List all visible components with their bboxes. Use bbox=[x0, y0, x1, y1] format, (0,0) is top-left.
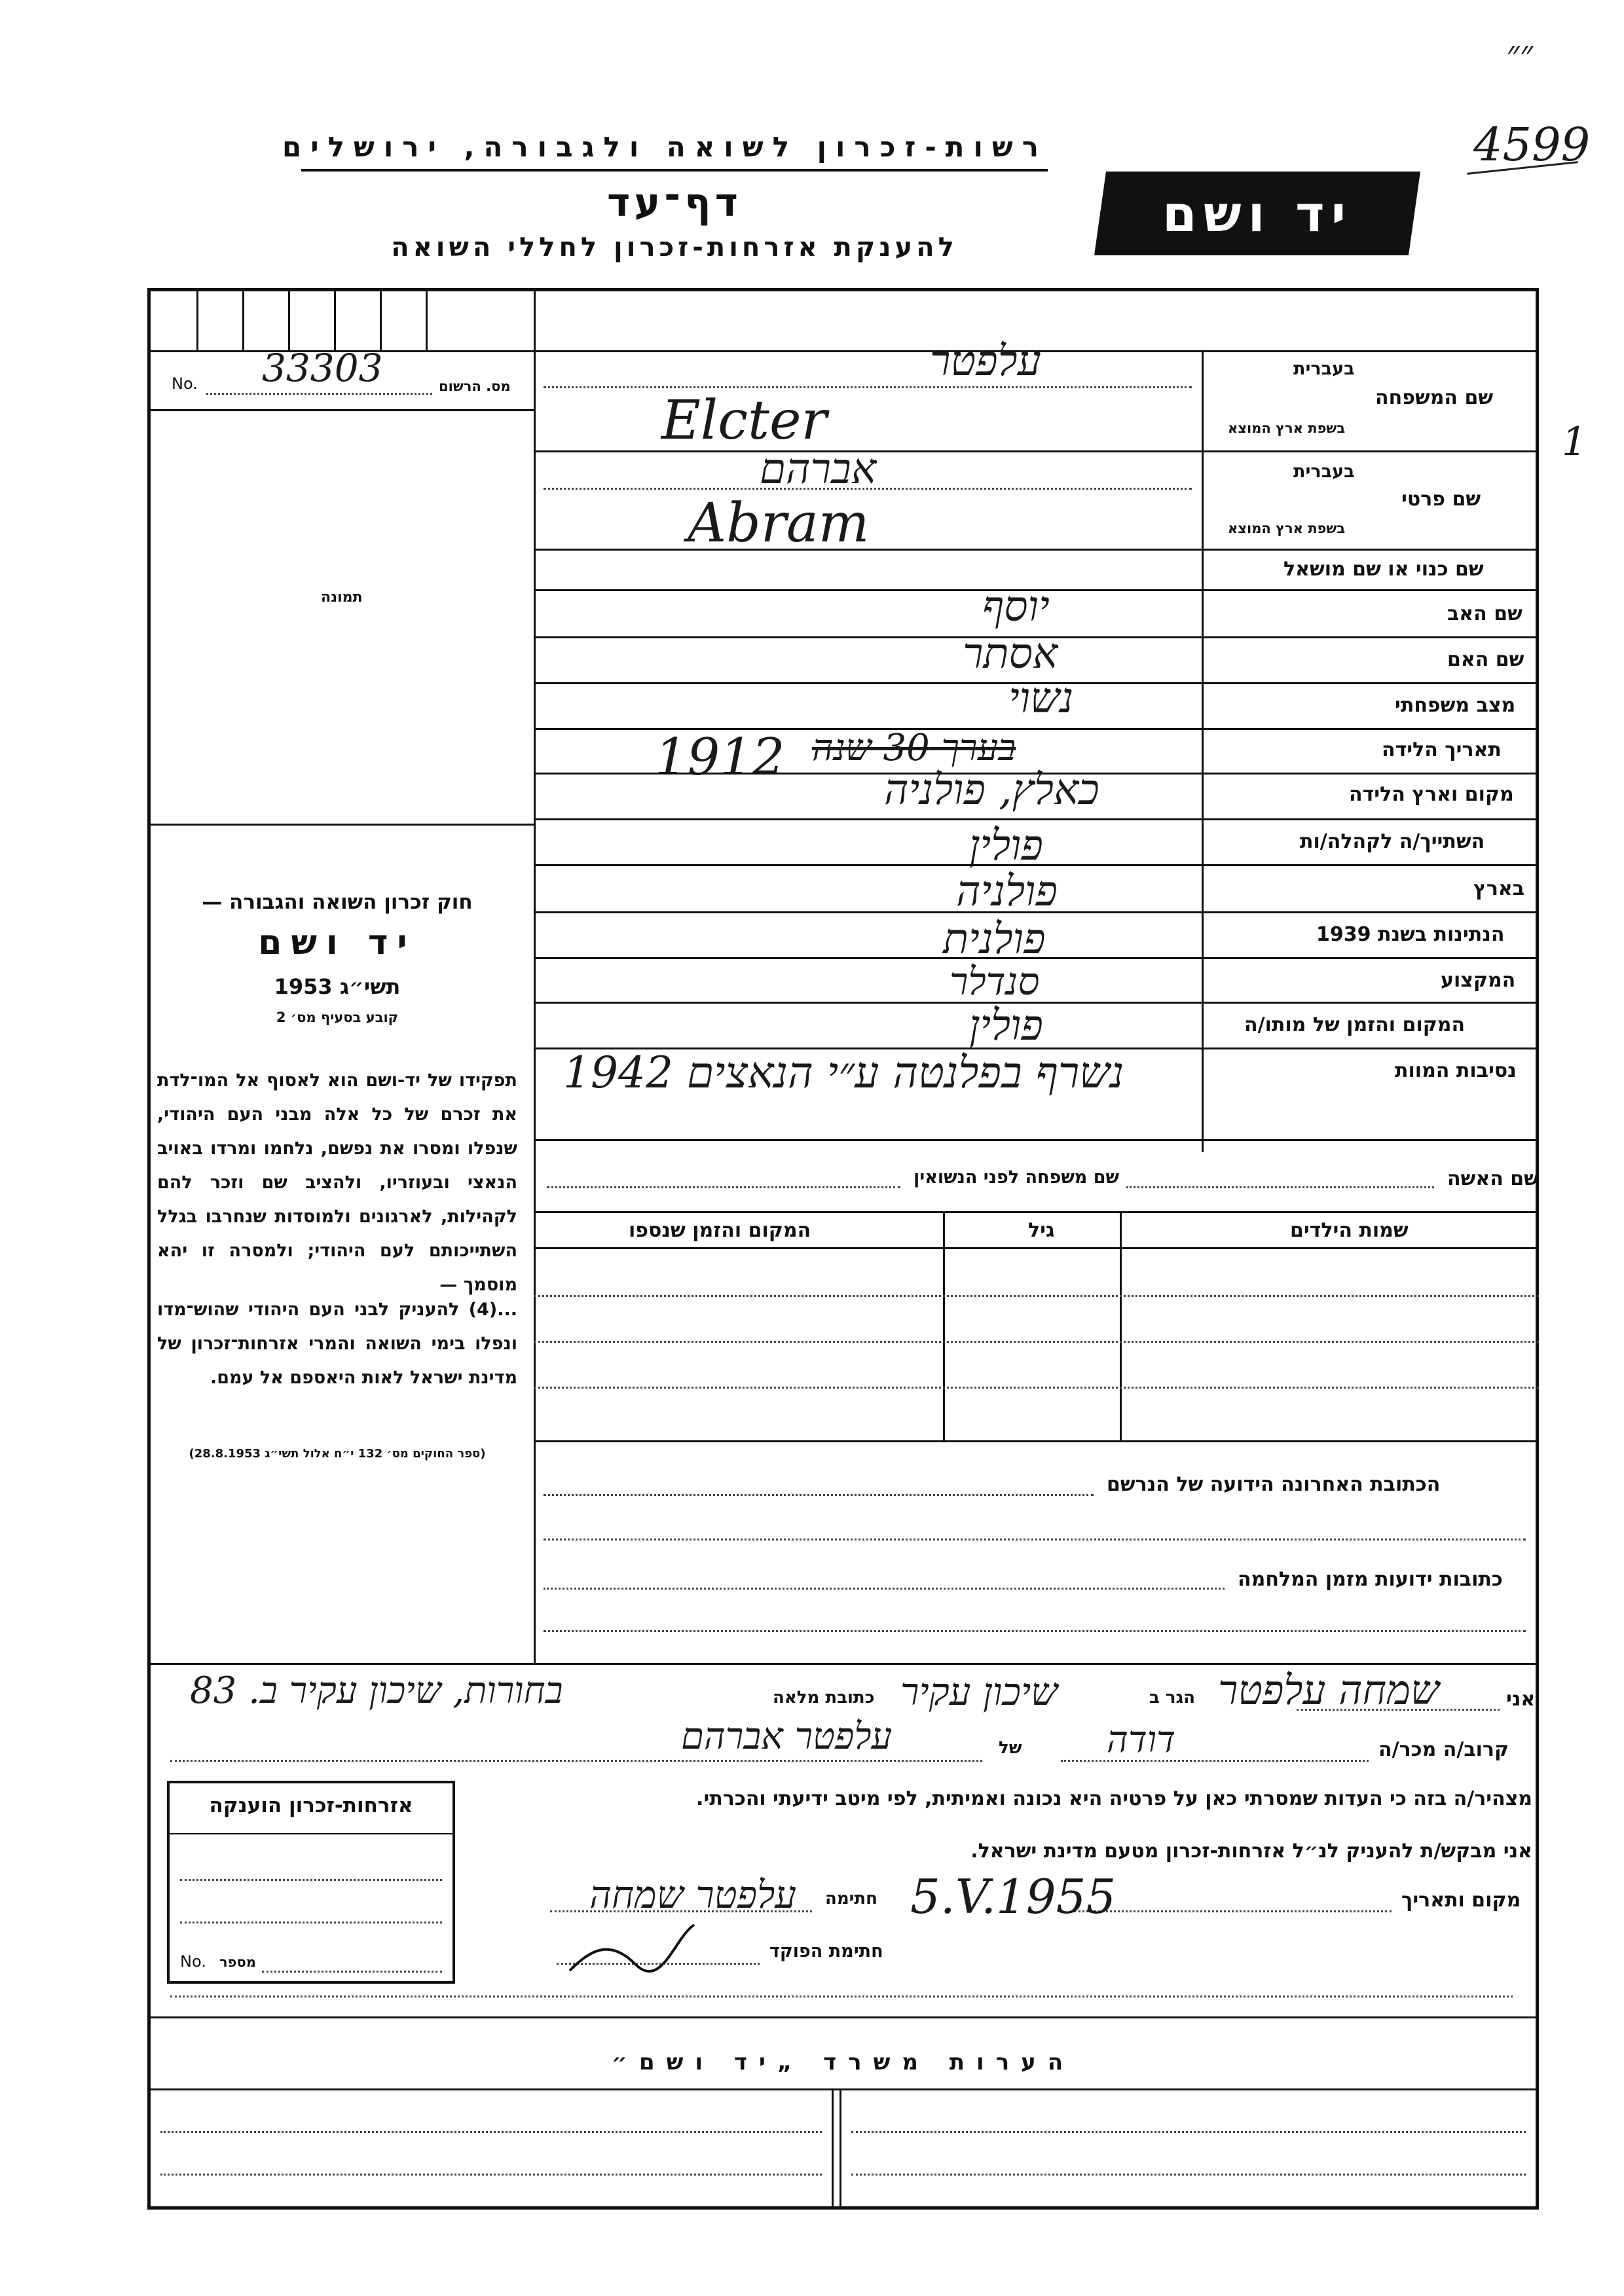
registration-dots bbox=[206, 393, 432, 395]
remarks-line bbox=[160, 2131, 822, 2133]
remarks-header-line bbox=[147, 2088, 1539, 2090]
community-row-line bbox=[534, 864, 1539, 866]
children-row bbox=[534, 1387, 1539, 1389]
birth-date-label: תאריך הלידה bbox=[1382, 738, 1502, 761]
relation-value: דודה bbox=[1107, 1719, 1175, 1761]
stamp-title: אזרחות-זכרון הוענקה bbox=[209, 1794, 413, 1817]
first-name-hebrew-value: אברהם bbox=[760, 445, 877, 494]
declarant-bottom-dots bbox=[170, 1995, 1513, 1997]
wartime-address-dots-2 bbox=[544, 1630, 1526, 1632]
registration-label: מס. הרשום bbox=[439, 378, 511, 394]
stamp-number-label: מספר bbox=[219, 1954, 256, 1970]
community-label: השתייך/ה לקהלה/ות bbox=[1300, 830, 1485, 853]
registration-no-label: No. bbox=[172, 374, 198, 393]
strip-box bbox=[380, 288, 382, 350]
place-date-label: מקום ותאריך bbox=[1401, 1889, 1521, 1912]
law-paragraph-1: תפקידו של יד-ושם הוא לאסוף אל המו־לדת את זכרם של כל אלה מבני העם היהודי, שנפלו ומסרו את נפשם, נלחמו ומרדו באויב הנאצי ובעוזריו, ולהציב שם וזכר להם לקהילות, לארגונים ולמוסדות שנחרבו בגלל השתייכותם לעם היהודי; ולמסרה זו יהא מוסמך — bbox=[157, 1070, 517, 1295]
strip-box bbox=[426, 288, 428, 350]
signature-label: חתימה bbox=[825, 1889, 877, 1908]
wartime-address-label: כתובות ידועות מזמן המלחמה bbox=[1238, 1568, 1503, 1591]
country-label: בארץ bbox=[1473, 877, 1525, 900]
children-col-divider bbox=[943, 1211, 945, 1440]
spouse-row-line bbox=[534, 1211, 1539, 1213]
law-box bbox=[157, 890, 517, 1025]
family-name-hebrew-dots bbox=[544, 386, 1192, 388]
signature-value: עלפטר שמחה bbox=[589, 1872, 797, 1917]
remarks-line bbox=[851, 2174, 1526, 2176]
full-address-value: בחורות, שיכון עקיר ב. 83 bbox=[190, 1669, 563, 1712]
stamp-no-label: No. bbox=[180, 1952, 206, 1971]
officer-signature-scribble bbox=[563, 1912, 714, 1984]
strip-box bbox=[196, 288, 198, 350]
full-address-label: כתובת מלאה bbox=[773, 1688, 875, 1707]
remarks-top-line bbox=[147, 2016, 1539, 2018]
remarks-divider bbox=[832, 2088, 834, 2210]
remarks-line bbox=[160, 2174, 822, 2176]
wife-dots bbox=[1126, 1186, 1434, 1188]
children-death-header: המקום והזמן שנספו bbox=[629, 1219, 811, 1242]
remarks-divider bbox=[840, 2088, 841, 2210]
family-name-row-line bbox=[534, 450, 1539, 452]
resident-label: הגר ב bbox=[1149, 1688, 1196, 1707]
family-name-hebrew-value: עלפטר bbox=[930, 337, 1041, 386]
children-row bbox=[534, 1295, 1539, 1297]
photo-bottom-line bbox=[147, 824, 534, 826]
strip-box bbox=[242, 288, 244, 350]
last-address-dots-2 bbox=[544, 1539, 1526, 1540]
law-year: תשי״ג 1953 bbox=[274, 974, 401, 999]
family-name-label: שם המשפחה bbox=[1375, 386, 1494, 409]
stamp-dots bbox=[180, 1922, 442, 1923]
father-label: שם האב bbox=[1447, 602, 1522, 625]
first-name-row-line bbox=[534, 549, 1539, 551]
family-name-origin-value: Elcter bbox=[661, 390, 827, 452]
birth-place-row-line bbox=[534, 818, 1539, 820]
death-place-value: פולין bbox=[969, 1002, 1043, 1050]
family-name-origin-label: בשפת ארץ המוצא bbox=[1228, 420, 1346, 436]
logo-text: יד ושם bbox=[1162, 184, 1353, 243]
mother-label: שם האם bbox=[1447, 648, 1524, 671]
declaration-text: מצהיר/ה בזה כי העדות שמסרתי כאן על פרטיה היא נכונה ואמיתית, לפי מיטב ידיעתי והכרתי. bbox=[696, 1787, 1532, 1810]
corner-annotation: ״״ bbox=[1506, 33, 1534, 74]
place-date-value: 5.V.1955 bbox=[910, 1869, 1116, 1924]
remarks-line bbox=[851, 2131, 1526, 2133]
profession-value: סנדלר bbox=[950, 959, 1040, 1004]
last-address-label: הכתובת האחרונה הידועה של הנרשם bbox=[1107, 1473, 1441, 1496]
residence-value: שיכון עקיר bbox=[900, 1669, 1058, 1714]
law-title: חוק זכרון השואה והגבורה — bbox=[202, 890, 473, 914]
law-subtitle: קובע בסעיף מס׳ 2 bbox=[276, 1010, 399, 1025]
last-address-dots bbox=[544, 1494, 1094, 1496]
first-name-origin-label: בשפת ארץ המוצא bbox=[1228, 520, 1346, 536]
citizenship-value: פולנית bbox=[943, 915, 1046, 964]
left-column-divider bbox=[534, 288, 536, 1663]
office-remarks-title: הערות משרד „יד ושם״ bbox=[611, 2049, 1075, 2075]
label-column-divider bbox=[1202, 350, 1204, 1152]
citizenship-label: הנתינות בשנת 1939 bbox=[1316, 923, 1505, 946]
children-names-header: שמות הילדים bbox=[1290, 1219, 1409, 1242]
request-text: אני מבקש/ת להעניק לנ״ל אזרחות-זכרון מטעם מדינת ישראל. bbox=[970, 1840, 1532, 1863]
law-reference: (ספר החוקים מס׳ 132 י״ח אלול תשי״ג 28.8.1953) bbox=[189, 1447, 486, 1461]
country-value: פולניה bbox=[956, 867, 1058, 916]
registration-line bbox=[147, 409, 534, 411]
law-paragraph-2: ...(4) להעניק לבני העם היהודי שהוש־מדו ונפלו בימי השואה והמרי אזרחות־זכרון של מדינת ישראל לאות היאספם אל עמם. bbox=[157, 1300, 517, 1388]
form-title: דף־עד bbox=[607, 180, 742, 226]
death-place-label: המקום והזמן של מותו/ה bbox=[1244, 1013, 1466, 1036]
birth-date-value: 1912 bbox=[655, 728, 785, 787]
profession-label: המקצוע bbox=[1441, 969, 1516, 992]
death-circumstances-value: נשרף בפלנטה ע״י הנאצים 1942 bbox=[563, 1048, 1124, 1098]
community-value: פולין bbox=[969, 822, 1043, 870]
addresses-bottom-line bbox=[147, 1663, 1539, 1665]
of-dots bbox=[170, 1760, 982, 1762]
header-underline bbox=[301, 169, 1048, 172]
children-row bbox=[534, 1341, 1539, 1343]
nickname-label: שם כנוי או שם מושאל bbox=[1283, 558, 1484, 581]
death-circumstances-label: נסיבות המוות bbox=[1395, 1059, 1517, 1082]
birth-place-label: מקום וארץ הלידה bbox=[1349, 783, 1514, 806]
handwritten-file-number: 4599 bbox=[1473, 118, 1591, 172]
country-row-line bbox=[534, 911, 1539, 913]
birth-date-struck-value: בערך 30 שנה bbox=[812, 727, 1016, 769]
of-label: של bbox=[999, 1738, 1022, 1758]
first-name-origin-value: Abram bbox=[688, 492, 870, 555]
stamp-divider bbox=[170, 1833, 452, 1834]
birth-place-value: כאלץ, פולניה bbox=[884, 766, 1099, 814]
marital-status-label: מצב משפחתי bbox=[1395, 694, 1516, 717]
law-name: יד ושם bbox=[258, 923, 416, 962]
declarant-name: שמחה עלפטר bbox=[1218, 1666, 1439, 1714]
maiden-name-dots bbox=[547, 1186, 900, 1188]
mother-value: אסתר bbox=[963, 630, 1058, 678]
father-value: יוסף bbox=[982, 583, 1050, 631]
officer-signature-label: חתימת הפוקד bbox=[769, 1941, 883, 1961]
yad-vashem-logo bbox=[1094, 172, 1420, 255]
wife-label: שם האשה bbox=[1447, 1167, 1539, 1190]
maiden-name-label: שם משפחה לפני הנשואין bbox=[913, 1167, 1120, 1188]
first-name-label: שם פרטי bbox=[1401, 488, 1481, 511]
strip-box bbox=[288, 288, 290, 350]
death-circumstances-row-line bbox=[534, 1139, 1539, 1141]
strip-box bbox=[334, 288, 336, 350]
registration-number: 33303 bbox=[262, 346, 383, 390]
form-subtitle: להענקת אזרחות-זכרון לחללי השואה bbox=[391, 232, 958, 263]
photo-label: תמונה bbox=[321, 589, 363, 606]
authority-name: רשות-זכרון לשואה ולגבורה, ירושלים bbox=[282, 131, 1048, 163]
children-age-header: גיל bbox=[1028, 1219, 1055, 1242]
place-date-dots bbox=[1074, 1910, 1392, 1912]
relation-label: קרוב/ה מכר/ה bbox=[1378, 1738, 1509, 1761]
first-name-hebrew-label: בעברית bbox=[1293, 462, 1355, 482]
family-name-hebrew-label: בעברית bbox=[1293, 359, 1355, 379]
children-bottom-line bbox=[534, 1440, 1539, 1442]
stamp-number-dots bbox=[262, 1971, 442, 1973]
children-col-divider bbox=[1120, 1211, 1122, 1440]
marital-status-value: נשוי bbox=[1008, 674, 1074, 723]
children-header-line bbox=[534, 1247, 1539, 1249]
of-value: עלפטר אברהם bbox=[681, 1715, 893, 1758]
stamp-dots bbox=[180, 1879, 442, 1881]
wartime-address-dots bbox=[544, 1588, 1225, 1590]
side-annotation: 1 bbox=[1562, 419, 1587, 465]
declarant-i-label: אני bbox=[1506, 1688, 1536, 1711]
